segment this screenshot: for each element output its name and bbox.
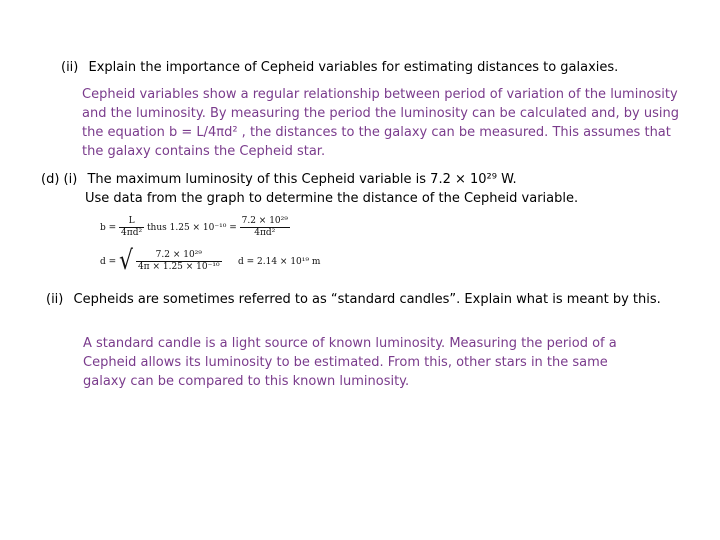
denominator: 4πd² bbox=[254, 228, 276, 238]
question-text: The maximum luminosity of this Cepheid variable is 7.2 × 10²⁹ W. bbox=[87, 172, 517, 187]
working-equation-1 bbox=[100, 216, 290, 239]
eq-lhs: d = bbox=[100, 257, 117, 267]
question-text-line2: Use data from the graph to determine the distance of the Cepheid variable. bbox=[85, 191, 579, 206]
question-label: (ii) bbox=[61, 60, 79, 75]
fraction bbox=[240, 216, 290, 239]
fraction bbox=[136, 250, 222, 273]
question-label: (ii) bbox=[46, 292, 64, 307]
fraction bbox=[119, 216, 144, 239]
question-text: Cepheids are sometimes referred to as “standard candles”. Explain what is meant by this. bbox=[73, 292, 661, 307]
numerator: L bbox=[119, 216, 144, 228]
answer-line: and the luminosity. By measuring the period the luminosity can be calculated and, by using bbox=[82, 106, 679, 121]
answer-line: the galaxy contains the Cepheid star. bbox=[82, 144, 326, 159]
question-label: (d) (i) bbox=[41, 172, 78, 187]
eq-middle: thus 1.25 × 10⁻¹⁰ = bbox=[146, 223, 237, 233]
question-ii-b bbox=[46, 292, 661, 307]
denominator: 4π × 1.25 × 10⁻¹⁰ bbox=[137, 262, 220, 272]
answer-line: A standard candle is a light source of known luminosity. Measuring the period of a bbox=[83, 336, 617, 351]
answer-line: the equation b = L/4πd² , the distances to the galaxy can be measured. This assumes that bbox=[82, 125, 671, 140]
question-text: Explain the importance of Cepheid variables for estimating distances to galaxies. bbox=[88, 60, 619, 75]
working-result: d = 2.14 × 10¹⁹ m bbox=[238, 257, 321, 267]
numerator: 7.2 × 10²⁹ bbox=[241, 216, 288, 226]
question-d-i bbox=[41, 172, 517, 187]
answer-line: galaxy can be compared to this known luminosity. bbox=[83, 374, 410, 389]
square-root-icon: √ bbox=[119, 245, 134, 276]
question-ii-a bbox=[61, 60, 618, 75]
denominator: 4πd² bbox=[121, 228, 143, 238]
eq-lhs: b = bbox=[100, 223, 117, 233]
numerator: 7.2 × 10²⁹ bbox=[136, 250, 222, 262]
working-equation-2 bbox=[100, 245, 222, 276]
answer-line: Cepheid allows its luminosity to be estimated. From this, other stars in the same bbox=[83, 355, 608, 370]
answer-line: Cepheid variables show a regular relationship between period of variation of the luminosity bbox=[82, 87, 678, 102]
